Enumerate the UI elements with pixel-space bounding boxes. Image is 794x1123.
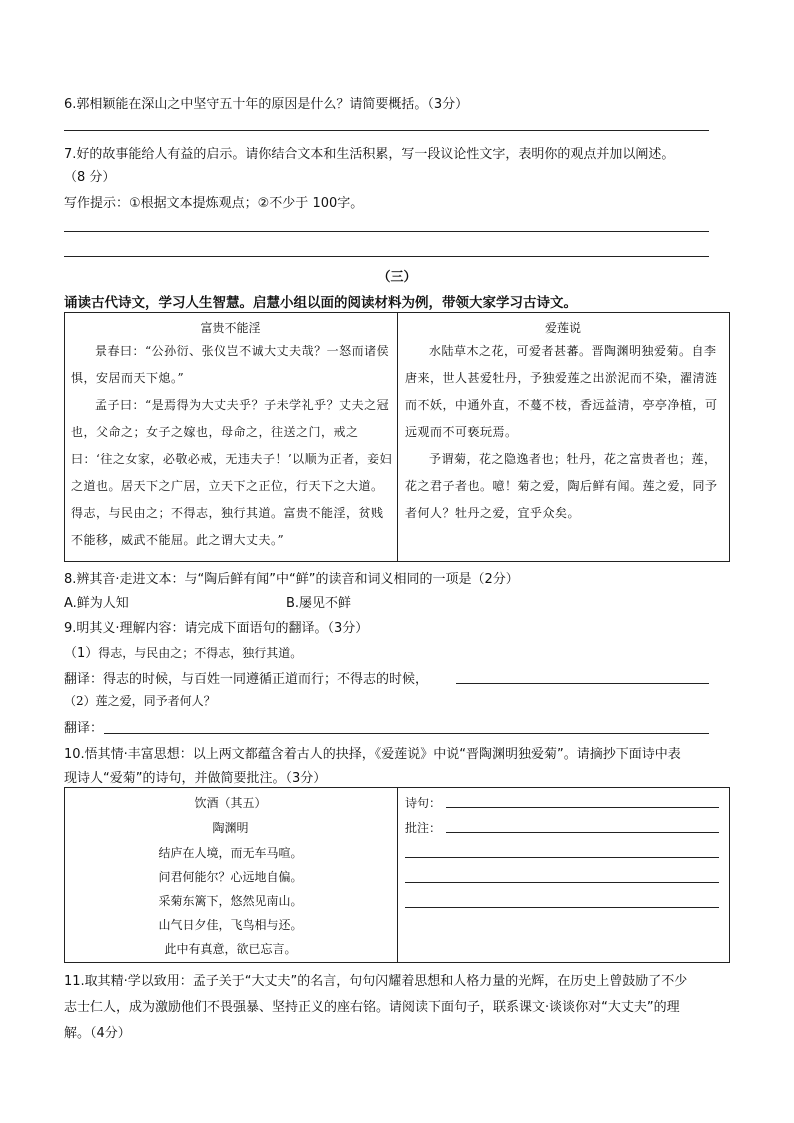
- section-intro: 诵读古代诗文，学习人生智慧。启慧小组以面的阅读材料为例，带领大家学习古诗文。: [64, 295, 577, 311]
- question-9-translation-2-label: 翻译：: [64, 721, 104, 736]
- question-10-line-1: 10.悟其情·丰富思想：以上两文都蕴含着古人的抉择，《爱莲说》中说“晋陶渊明独爱菊”。请摘抄下面诗中表: [64, 747, 681, 762]
- answer-line-q9-2[interactable]: [104, 733, 709, 734]
- poem-title: 饮酒（其五）: [194, 796, 267, 810]
- answer-line-q7-1[interactable]: [64, 231, 709, 232]
- passages-divider: [397, 312, 398, 561]
- poem-line-5: 此中有真意，欲已忘言。: [164, 942, 297, 956]
- poem-divider: [397, 787, 398, 962]
- question-7: 7.好的故事能给人有益的启示。请你结合文本和生活积累，写一段议论性文字，表明你的观点并加以阐述。: [64, 147, 675, 162]
- question-11-line-3: 解。（4分）: [64, 1026, 131, 1041]
- question-9-item-2: [64, 692, 216, 709]
- question-7-hint: 写作提示：①根据文本提炼观点；②不少于 100字。: [64, 196, 364, 211]
- answer-line-note-2[interactable]: [405, 857, 719, 858]
- poem-line-3: 采菊东篱下，悠然见南山。: [158, 894, 303, 908]
- question-10-line-2: 现诗人“爱菊”的诗句，并做简要批注。（3分）: [64, 771, 327, 786]
- section-title: （三）: [377, 270, 417, 285]
- poem-line-label: 诗句：: [405, 796, 442, 810]
- poem-line-1: 结庐在人境，而无车马喧。: [158, 846, 303, 860]
- question-8: 8.辨其音·走进文本：与“陶后鲜有闻”中“鲜”的读音和词义相同的一项是（2分）: [64, 572, 519, 587]
- question-11-line-1: 11.取其精·学以致用：孟子关于“大丈夫”的名言，句句闪耀着思想和人格力量的光辉，在历史上曾鼓励了不少: [64, 974, 688, 989]
- answer-line-q7-2[interactable]: [64, 256, 709, 257]
- question-9-item-1-number: （1）: [64, 646, 99, 661]
- passage-left-p2: 孟子曰：“是焉得为大丈夫乎？子未学礼乎？丈夫之冠也，父命之；女子之嫁也，母命之，往送之门，戒之曰：‘往之女家，必敬必戒，无违夫子！’以顺为正者，妾妇之道也。居天下之广居，立天下之正位，行天下之大道。得志，与民由之；不得志，独行其道。富贵不能淫，贫贱不能移，威武不能屈。此之谓大丈夫。”: [71, 398, 393, 547]
- passage-left-title: 富贵不能淫: [200, 321, 261, 335]
- question-6: 6.郭相颖能在深山之中坚守五十年的原因是什么？请简要概括。（3分）: [64, 97, 469, 112]
- answer-line-q6[interactable]: [64, 130, 709, 131]
- question-9-item-1: [64, 642, 302, 661]
- question-9-item-2-text: （2）莲之爱，同予者何人？: [64, 694, 216, 708]
- question-9-translation-1: 翻译：得志的时候，与百姓一同遵循正道而行；不得志的时候，: [64, 672, 429, 687]
- passage-left-p1: 景春曰：“公孙衍、张仪岂不诚大丈夫哉？一怒而诸侯惧，安居而天下熄。”: [71, 344, 390, 385]
- answer-line-note-3[interactable]: [405, 882, 719, 883]
- answer-line-q9-1[interactable]: [456, 683, 709, 684]
- question-8-option-b[interactable]: B.屡见不鲜: [286, 596, 352, 611]
- passage-right-body: [405, 338, 719, 527]
- passage-right-p2: 予谓菊，花之隐逸者也；牡丹，花之富贵者也；莲，花之君子者也。噫！菊之爱，陶后鲜有闻。莲之爱，同予者何人？牡丹之爱，宜乎众矣。: [405, 452, 718, 520]
- question-7-score: （8 分）: [64, 170, 116, 185]
- poem-author: 陶渊明: [212, 821, 249, 835]
- passage-left-body: [71, 338, 393, 554]
- poem-line-2: 问君何能尔？心远地自偏。: [158, 870, 303, 884]
- question-9-item-1-text: 得志，与民由之；不得志，独行其道。: [98, 646, 303, 660]
- question-8-option-a[interactable]: A.鲜为人知: [64, 596, 129, 611]
- question-9: 9.明其义·理解内容：请完成下面语句的翻译。（3分）: [64, 621, 369, 636]
- passage-right-title: 爱莲说: [544, 321, 581, 335]
- answer-line-note-1[interactable]: [446, 832, 719, 833]
- passage-right-p1: 水陆草木之花，可爱者甚蕃。晋陶渊明独爱菊。自李唐来，世人甚爱牡丹，予独爱莲之出淤泥而不染，濯清涟而不妖，中通外直，不蔓不枝，香远益清，亭亭净植，可远观而不可亵玩焉。: [405, 344, 718, 439]
- question-11-line-2: 志士仁人，成为激励他们不畏强暴、坚持正义的座右铭。请阅读下面句子，联系课文·谈谈你对“大丈夫”的理: [64, 1000, 680, 1015]
- poem-line-4: 山气日夕佳，飞鸟相与还。: [158, 918, 303, 932]
- answer-line-poem-line[interactable]: [446, 807, 719, 808]
- note-label: 批注：: [405, 821, 442, 835]
- answer-line-note-4[interactable]: [405, 907, 719, 908]
